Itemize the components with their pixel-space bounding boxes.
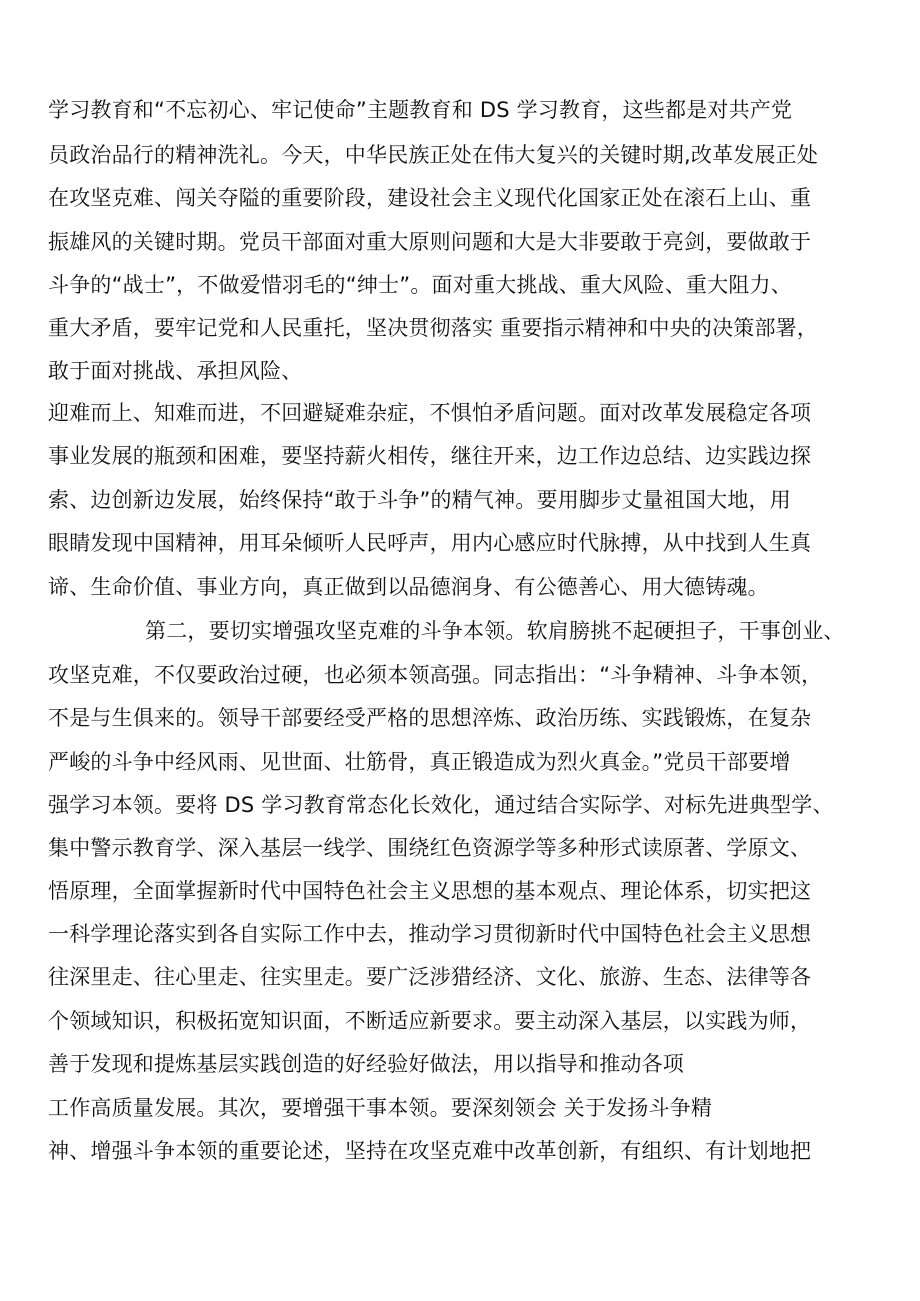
text-line: 不是与生俱来的。领导干部要经受严格的思想淬炼、政治历练、实践锻炼，在复杂 <box>48 706 812 730</box>
text-line: 集中警示教育学、深入基层一线学、围绕红色资源学等多种形式读原著、学原文、 <box>48 836 812 860</box>
text-line: 敢于面对挑战、承担风险、 <box>48 359 303 383</box>
text-line: 攻坚克难，不仅要政治过硬，也必须本领高强。同志指出：“斗争精神、斗争本领， <box>48 663 823 687</box>
text-line: 一科学理论落实到各自实际工作中去，推动学习贯彻新时代中国特色社会主义思想 <box>48 922 812 946</box>
text-line: 强学习本领。要将 DS 学习教育常态化长效化，通过结合实际学、对标先进典型学、 <box>48 793 834 817</box>
text-line: 善于发现和提炼基层实践创造的好经验好做法，用以指导和推动各项 <box>48 1052 684 1076</box>
text-line: 在攻坚克难、闯关夺隘的重要阶段，建设社会主义现代化国家正处在滚石上山、重 <box>48 186 812 210</box>
text-line: 工作高质量发展。其次，要增强干事本领。要深刻领会 关于发扬斗争精 <box>48 1096 713 1120</box>
paragraph-start-line: 第二，要切实增强攻坚克难的斗争本领。软肩膀挑不起硬担子，干事创业、 <box>145 619 845 643</box>
text-line: 索、边创新边发展，始终保持“敢于斗争”的精气神。要用脚步丈量祖国大地，用 <box>48 488 791 512</box>
text-line: 学习教育和“不忘初心、牢记使命”主题教育和 DS 学习教育，这些都是对共产党 <box>48 98 793 122</box>
text-line: 眼睛发现中国精神，用耳朵倾听人民呼声，用内心感应时代脉搏，从中找到人生真 <box>48 531 812 555</box>
text-line: 严峻的斗争中经风雨、见世面、壮筋骨，真正锻造成为烈火真金。”党员干部要增 <box>48 750 791 774</box>
text-line: 迎难而上、知难而进，不回避疑难杂症，不惧怕矛盾问题。面对改革发展稳定各项 <box>48 401 812 425</box>
text-line: 谛、生命价值、事业方向，真正做到以品德润身、有公德善心、用大德铸魂。 <box>48 575 769 599</box>
text-line: 员政治品行的精神洗礼。今天，中华民族正处在伟大复兴的关键时期,改革发展正处 <box>48 143 819 167</box>
text-line: 神、增强斗争本领的重要论述，坚持在攻坚克难中改革创新，有组织、有计划地把 <box>48 1139 812 1163</box>
text-line: 事业发展的瓶颈和困难，要坚持薪火相传，继往开来，边工作边总结、边实践边探 <box>48 444 812 468</box>
text-line: 振雄风的关键时期。党员干部面对重大原则问题和大是大非要敢于亮剑，要做敢于 <box>48 230 812 254</box>
text-line: 斗争的“战士”，不做爱惜羽毛的“绅士”。面对重大挑战、重大风险、重大阻力、 <box>48 273 792 297</box>
text-line: 往深里走、往心里走、往实里走。要广泛涉猎经济、文化、旅游、生态、法律等各 <box>48 965 812 989</box>
text-line: 悟原理，全面掌握新时代中国特色社会主义思想的基本观点、理论体系，切实把这 <box>48 879 812 903</box>
text-line: 个领域知识，积极拓宽知识面，不断适应新要求。要主动深入基层，以实践为师， <box>48 1009 812 1033</box>
text-line: 重大矛盾，要牢记党和人民重托，坚决贯彻落实 重要指示精神和中央的决策部署， <box>48 316 819 340</box>
